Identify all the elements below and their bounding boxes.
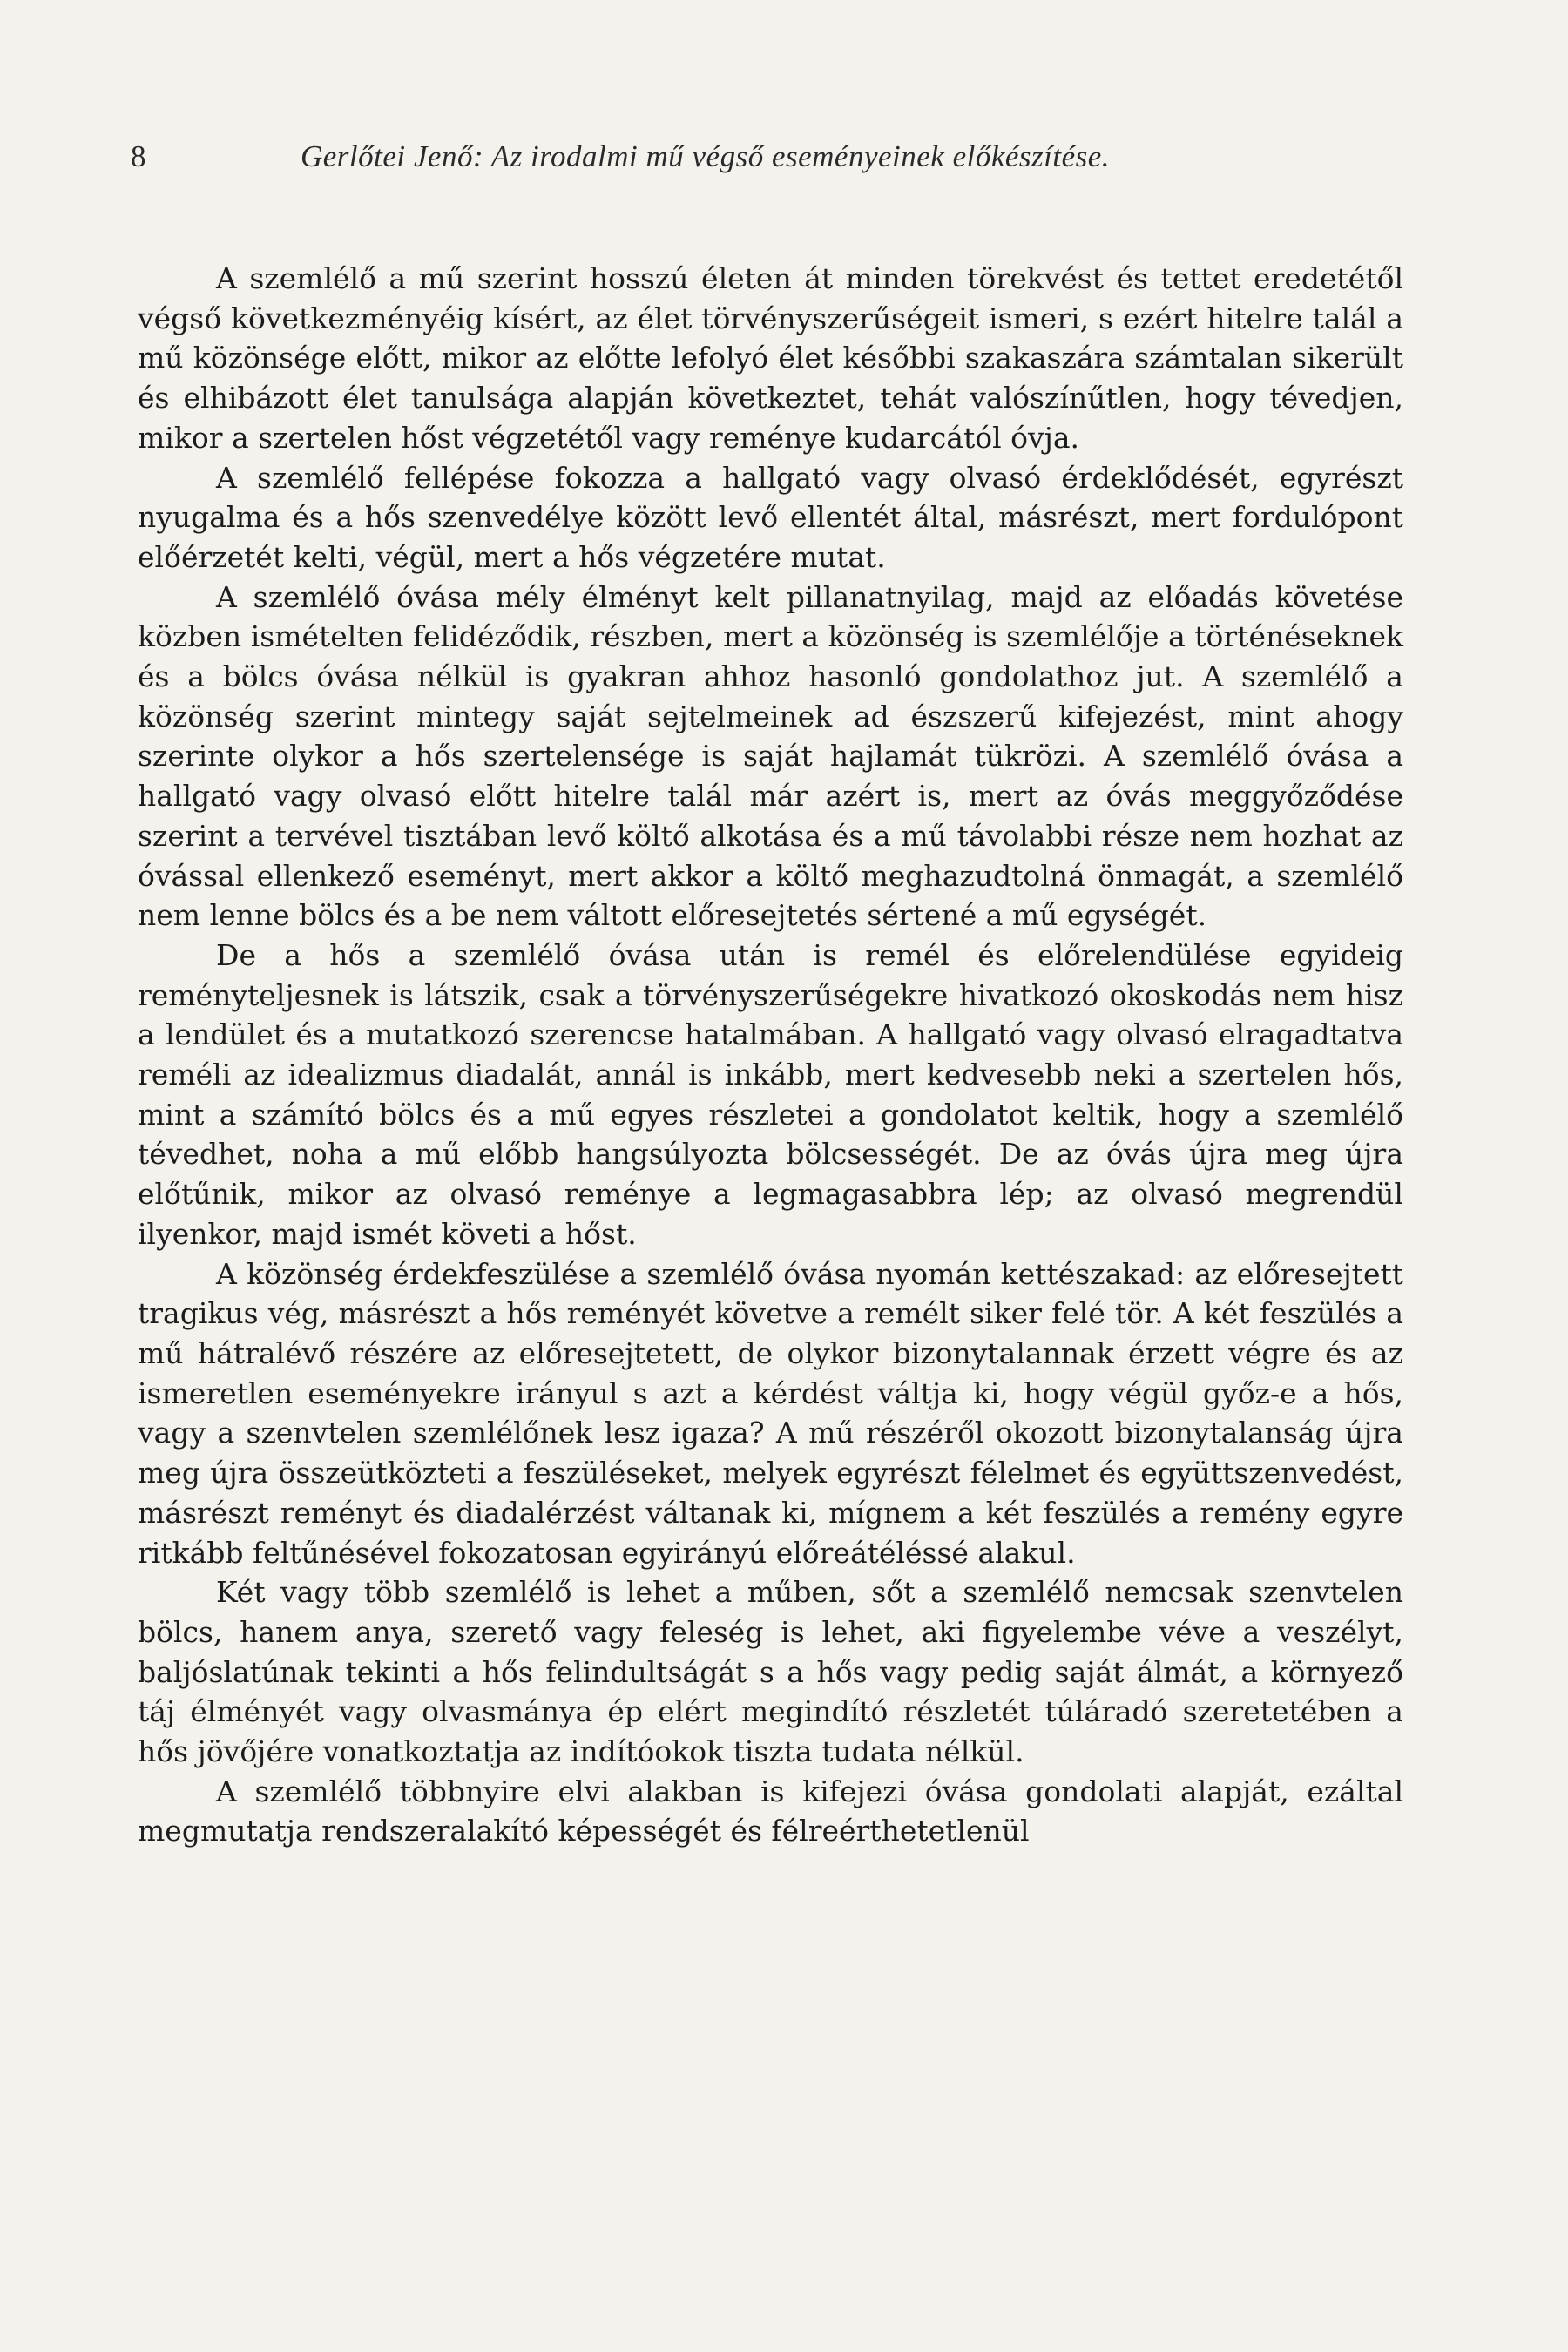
body-text	[138, 259, 1403, 1851]
paragraph: A szemlélő óvása mély élményt kelt pillanatnyilag, majd az előadás követése közben ismételten felidéződik, részben, mert a közönség is szemlélője a történéseknek és a bölcs óvása nélkül is gyakran ahhoz hasonló gondolathoz jut. A szemlélő a közönség szerint mintegy saját sejtelmeinek ad észszerű kifejezést, mint ahogy szerinte olykor a hős szertelensége is saját hajlamát tükrözi. A szemlélő óvása a hallgató vagy olvasó előtt hitelre talál már azért is, mert az óvás meggyőződése szerint a tervével tisztában levő költő alkotása és a mű távolabbi része nem hozhat az óvással ellenkező eseményt, mert akkor a költő meghazudtolná önmagát, a szemlélő nem lenne bölcs és a be nem váltott előresejtetés sértené a mű egységét.	[138, 579, 1403, 933]
running-title: Gerlőtei Jenő: Az irodalmi mű végső eseményeinek előkészítése.	[301, 139, 1111, 173]
paragraph: A közönség érdekfeszülése a szemlélő óvása nyomán kettészakad: az előresejtett tragikus vég, másrészt a hős reményét követve a remélt siker felé tör. A két feszülés a mű hátralévő részére az előresejtetett, de olykor bizonytalannak érzett végre és az ismeretlen eseményekre irányul s azt a kérdést váltja ki, hogy végül győz-e a hős, vagy a szenvtelen szemlélőnek lesz igaza? A mű részéről okozott bizonytalanság újra meg újra összeütközteti a feszüléseket, melyek egyrészt félelmet és együttszenvedést, másrészt reményt és diadalérzést váltanak ki, mígnem a két feszülés a remény egyre ritkább feltűnésével fokozatosan egyirányú előreátéléssé alakul.	[138, 1256, 1403, 1570]
paragraph: A szemlélő többnyire elvi alakban is kifejezi óvása gondolati alapját, ezáltal megmutatja rendszeralakító képességét és félreérthetetlenül	[138, 1774, 1403, 1848]
page-number: 8	[131, 139, 146, 173]
running-head	[131, 139, 1402, 183]
paragraph: De a hős a szemlélő óvása után is remél és előrelendülése egyideig reményteljesnek is látszik, csak a törvényszerűségekre hivatkozó okoskodás nem hisz a lendület és a mutatkozó szerencse hatalmában. A hallgató vagy olvasó elragadtatva reméli az idealizmus diadalát, annál is inkább, mert kedvesebb neki a szertelen hős, mint a számító bölcs és a mű egyes részletei a gondolatot keltik, hogy a szemlélő tévedhet, noha a mű előbb hangsúlyozta bölcsességét. De az óvás újra meg újra előtűnik, mikor az olvasó reménye a legmagasabbra lép; az olvasó megrendül ilyenkor, majd ismét követi a hőst.	[138, 937, 1403, 1251]
paragraph: A szemlélő fellépése fokozza a hallgató vagy olvasó érdeklődését, egyrészt nyugalma és a hős szenvedélye között levő ellentét által, másrészt, mert fordulópont előérzetét kelti, végül, mert a hős végzetére mutat.	[138, 460, 1403, 574]
paragraph: A szemlélő a mű szerint hosszú életen át minden törekvést és tettet eredetétől végső következményéig kísért, az élet törvényszerűségeit ismeri, s ezért hitelre talál a mű közönsége előtt, mikor az előtte lefolyó élet későbbi szakaszára számtalan sikerült és elhibázott élet tanulsága alapján következtet, tehát valószínűtlen, hogy tévedjen, mikor a szertelen hőst végzetétől vagy reménye kudarcától óvja.	[138, 261, 1403, 455]
paragraph: Két vagy több szemlélő is lehet a műben, sőt a szemlélő nemcsak szenvtelen bölcs, hanem anya, szerető vagy feleség is lehet, aki figyelembe véve a veszélyt, baljóslatúnak tekinti a hős felindultságát s a hős vagy pedig saját álmát, a környező táj élményét vagy olvasmánya ép elért megindító részletét túláradó szeretetében a hős jövőjére vonatkoztatja az indítóokok tiszta tudata nélkül.	[138, 1575, 1403, 1769]
